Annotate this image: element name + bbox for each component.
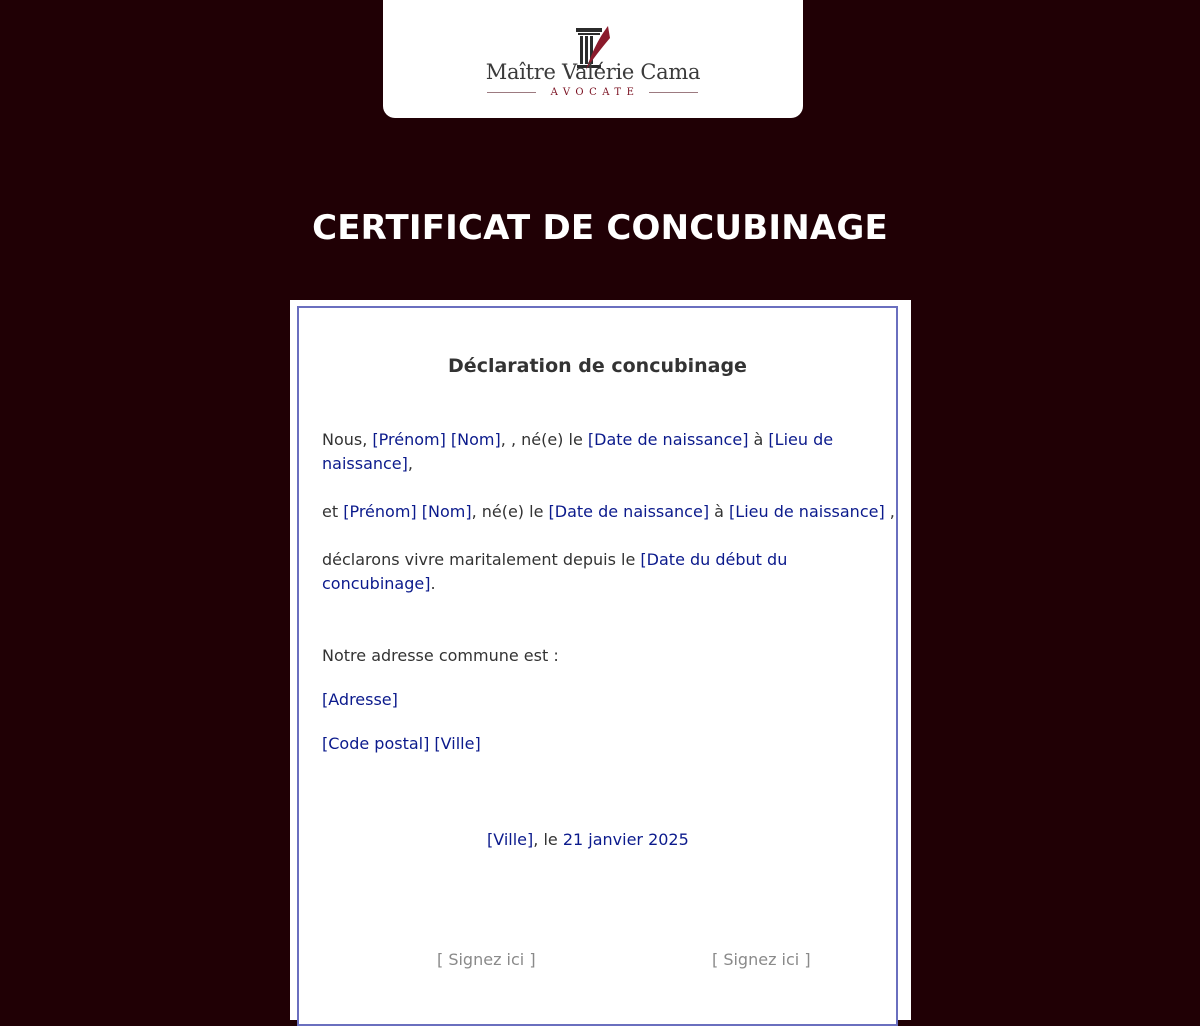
text: et — [322, 502, 344, 521]
second-person-name-field[interactable]: [Prénom] [Nom] — [343, 502, 472, 521]
paragraph-start-date-line1 — [322, 548, 787, 572]
page-title: CERTIFICAT DE CONCUBINAGE — [312, 208, 888, 248]
date-field[interactable]: 21 janvier 2025 — [562, 830, 689, 849]
text: , — [407, 454, 413, 473]
logo-subtitle-row — [487, 85, 698, 99]
text: , , né(e) le — [500, 430, 588, 449]
logo-divider-left — [487, 92, 536, 93]
first-person-birth-place-field[interactable]: naissance] — [322, 454, 408, 473]
paragraph-second-person — [322, 500, 895, 524]
city-field[interactable]: [Ville] — [487, 830, 534, 849]
address-intro: Notre adresse commune est : — [322, 646, 559, 665]
text: Nous, — [322, 430, 373, 449]
place-date-line — [487, 828, 689, 852]
signature-slot-second[interactable]: [ Signez ici ] — [712, 950, 811, 969]
text: à — [748, 430, 769, 449]
first-person-birth-date-field[interactable]: [Date de naissance] — [587, 430, 749, 449]
text: . — [430, 574, 436, 593]
second-person-birth-date-field[interactable]: [Date de naissance] — [548, 502, 710, 521]
paragraph-first-person-line2 — [322, 452, 413, 476]
first-person-name-field[interactable]: [Prénom] [Nom] — [372, 430, 501, 449]
text: , le — [533, 830, 563, 849]
logo-name: Maître Valérie Cama — [485, 60, 701, 84]
postal-city-field[interactable]: [Code postal] [Ville] — [322, 734, 481, 753]
text: à — [709, 502, 730, 521]
paragraph-first-person-line1 — [322, 428, 833, 452]
start-date-field[interactable]: [Date du début du — [640, 550, 788, 569]
logo-subtitle: AVOCATE — [550, 86, 640, 98]
signature-slot-first[interactable]: [ Signez ici ] — [437, 950, 536, 969]
text: , né(e) le — [471, 502, 549, 521]
text: déclarons vivre maritalement depuis le — [322, 550, 641, 569]
address-field[interactable]: [Adresse] — [322, 690, 398, 709]
start-date-field[interactable]: concubinage] — [322, 574, 431, 593]
first-person-birth-place-field[interactable]: [Lieu de — [768, 430, 834, 449]
document-heading: Déclaration de concubinage — [448, 355, 747, 377]
paragraph-start-date-line2 — [322, 572, 436, 596]
logo-divider-right — [649, 92, 698, 93]
second-person-birth-place-field[interactable]: [Lieu de naissance] — [729, 502, 885, 521]
text: , — [884, 502, 895, 521]
